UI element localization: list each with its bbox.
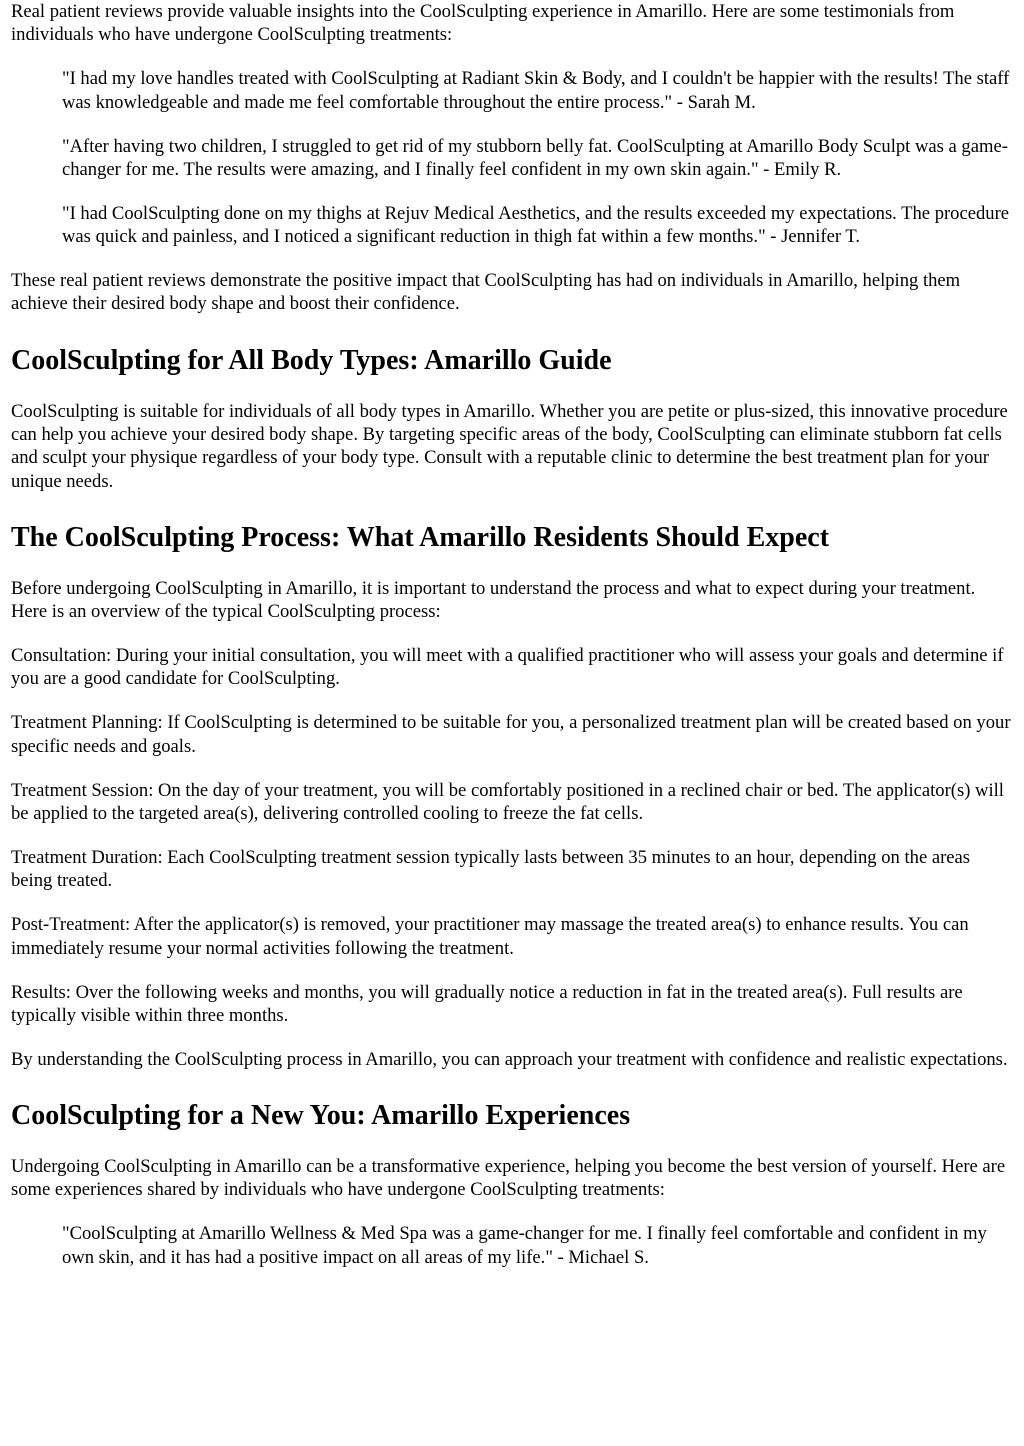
testimonial-quote: "I had CoolSculpting done on my thighs at Rejuv Medical Aesthetics, and the results exceeded my expectations. The procedure was quick and painless, and I noticed a significant reduction in thigh fat within a few months." - Jennifer T. (62, 202, 1010, 248)
process-step: Treatment Session: On the day of your treatment, you will be comfortably positioned in a reclined chair or bed. The applicator(s) will be applied to the targeted area(s), delivering controlled cooling to freeze the fat cells. (11, 779, 1004, 825)
process-step: Results: Over the following weeks and months, you will gradually notice a reduction in fat in the treated area(s). Full results are typically visible within three months. (11, 981, 963, 1026)
process-step: Consultation: During your initial consultation, you will meet with a qualified practitioner who will assess your goals and determine if you are a good candidate for CoolSculpting. (11, 645, 1004, 690)
reviews-closing-paragraph: These real patient reviews demonstrate the positive impact that CoolSculpting has had on individuals in Amarillo, helping them achieve their desired body shape and boost their confidence. (11, 270, 961, 315)
process-closing-paragraph: By understanding the CoolSculpting process in Amarillo, you can approach your treatment with confidence and realistic expectations. (11, 1048, 1008, 1070)
process-intro-paragraph: Before undergoing CoolSculpting in Amarillo, it is important to understand the process and what to expect during your treatment. Here is an overview of the typical CoolSculpting process: (11, 577, 976, 623)
testimonial-quote: "I had my love handles treated with CoolSculpting at Radiant Skin & Body, and I couldn't be happier with the results! The staff was knowledgeable and made me feel comfortable throughout the entire process." - Sarah M. (62, 68, 1010, 113)
process-step: Post-Treatment: After the applicator(s) is removed, your practitioner may massage the treated area(s) to enhance results. You can immediately resume your normal activities following the treatment. (11, 914, 969, 959)
new-you-intro-paragraph: Undergoing CoolSculpting in Amarillo can be a transformative experience, helping you become the best version of yourself. Here are some experiences shared by individuals who have undergone CoolSculpting treatments: (11, 1156, 1006, 1201)
section-heading-process: The CoolSculpting Process: What Amarillo Residents Should Expect (11, 521, 830, 553)
process-step: Treatment Planning: If CoolSculpting is determined to be suitable for you, a personalized treatment plan will be created based on your specific needs and goals. (11, 712, 1011, 757)
testimonial-quote: "After having two children, I struggled to get rid of my stubborn belly fat. CoolSculpting at Amarillo Body Sculpt was a game-changer for me. The results were amazing, and I finally feel confident in my own skin again." - Emily R. (62, 135, 1008, 180)
experience-quote: "CoolSculpting at Amarillo Wellness & Med Spa was a game-changer for me. I finally feel comfortable and confident in my own skin, and it has had a positive impact on all areas of my life." - Michael S. (62, 1223, 987, 1268)
testimonials-quote-block (62, 67, 1013, 248)
section-heading-body-types: CoolSculpting for All Body Types: Amarillo Guide (11, 344, 612, 376)
section-heading-new-you: CoolSculpting for a New You: Amarillo Experiences (11, 1100, 631, 1132)
intro-paragraph: Real patient reviews provide valuable insights into the CoolSculpting experience in Amarillo. Here are some testimonials from individuals who have undergone CoolSculpting treatments: (11, 1, 955, 46)
experiences-quote-block (62, 1222, 1013, 1269)
process-step: Treatment Duration: Each CoolSculpting treatment session typically lasts between 35 minutes to an hour, depending on the areas being treated. (11, 847, 971, 892)
body-types-paragraph: CoolSculpting is suitable for individuals of all body types in Amarillo. Whether you are petite or plus-sized, this innovative procedure can help you achieve your desired body shape. By targeting specific areas of the body, CoolSculpting can eliminate stubborn fat cells and sculpt your physique regardless of your body type. Consult with a reputable clinic to determine the best treatment plan for your unique needs. (11, 400, 1008, 492)
